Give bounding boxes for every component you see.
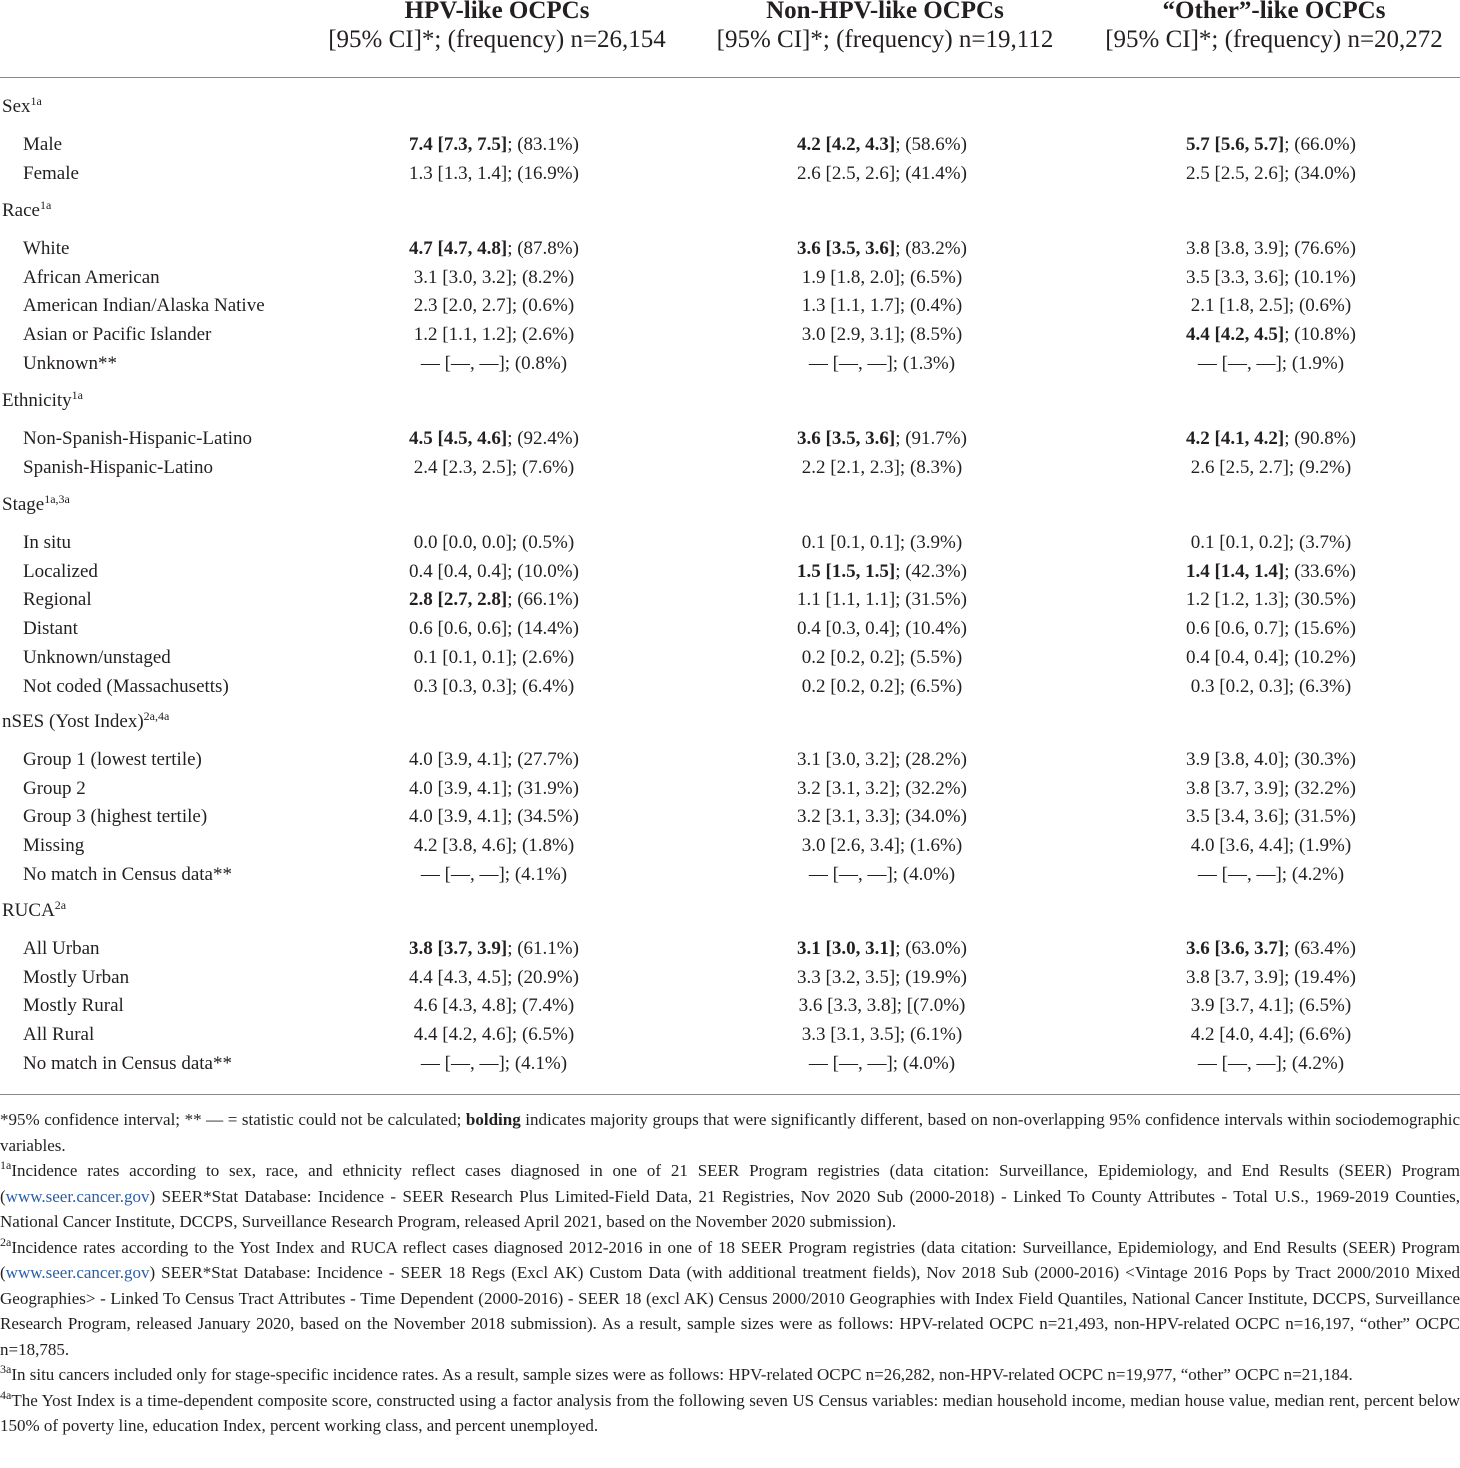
cell-value: 0.1 [0.1, 0.1]; (3.9%)	[801, 532, 963, 553]
table-cell	[1076, 531, 1460, 555]
footnote-text: indicates majority groups that were significantly different, based on non-overlapping 95% confidence intervals within sociodemographic variables.	[0, 1110, 1460, 1155]
cell-value: 3.5 [3.3, 3.6]; (10.1%)	[1186, 266, 1356, 288]
cell-bold-value: 4.2 [4.2, 4.3]	[797, 134, 896, 155]
table-cell	[299, 834, 689, 858]
cell-value: — [—, —]; (1.3%)	[808, 352, 956, 374]
row-label: Distant	[23, 618, 78, 640]
cell-value: 3.1 [3.0, 3.2]; (28.2%)	[797, 749, 967, 770]
table-cell	[687, 323, 1077, 347]
section-label-text: Race	[2, 200, 40, 221]
cell-bold-value: 2.8 [2.7, 2.8]	[409, 589, 508, 611]
cell-value: 2.5 [2.5, 2.6]; (34.0%)	[1186, 162, 1356, 184]
table-cell	[687, 237, 1077, 261]
cell-value: 0.4 [0.4, 0.4]; (10.0%)	[409, 560, 579, 582]
table-cell	[299, 1052, 689, 1076]
cell-value: ; (91.7%)	[895, 428, 967, 449]
table-cell	[687, 531, 1077, 555]
column-subtitle: [95% CI]*; (frequency) n=26,154	[328, 26, 666, 53]
cell-bold-value: 3.6 [3.6, 3.7]	[1186, 938, 1285, 959]
table-cell	[1076, 646, 1460, 670]
footnote-text: ) SEER*Stat Database: Incidence - SEER Research Plus Limited-Field Data, 21 Registries, Nov 2020 Sub (2000-2018) - Linked To County Attributes - Total U.S., 1969-2019 Counties, National Cancer Institute, DCCPS, Surveillance Research Program, released April 2021, based on the November 2020 submission).	[0, 1186, 1460, 1231]
cell-value: ; (92.4%)	[507, 428, 579, 449]
table-cell	[1076, 1023, 1460, 1047]
table-cell	[687, 617, 1077, 641]
table-cell	[299, 323, 689, 347]
table-cell	[1076, 266, 1460, 290]
table-cell	[687, 294, 1077, 318]
table-cell	[299, 777, 689, 801]
table-cell	[687, 966, 1077, 990]
table-cell	[687, 588, 1077, 612]
cell-value: 4.2 [3.8, 4.6]; (1.8%)	[413, 835, 575, 857]
table-cell	[1076, 937, 1460, 961]
row-label: Group 1 (lowest tertile)	[23, 749, 202, 770]
table-header	[0, 0, 1460, 76]
cell-bold-value: 4.5 [4.5, 4.6]	[409, 428, 508, 449]
cell-value: 0.6 [0.6, 0.6]; (14.4%)	[409, 618, 579, 640]
table-cell	[687, 266, 1077, 290]
cell-value: ; (83.1%)	[507, 134, 579, 155]
cell-value: 0.4 [0.4, 0.4]; (10.2%)	[1186, 646, 1356, 668]
cell-value: — [—, —]; (4.2%)	[1197, 863, 1345, 885]
footnote-general	[0, 1107, 1460, 1158]
section-label	[2, 389, 83, 413]
table-cell	[1076, 427, 1460, 451]
section-label-text: Sex	[2, 96, 31, 117]
table-cell	[1076, 162, 1460, 186]
cell-value: 3.6 [3.3, 3.8]; [(7.0%)	[798, 995, 966, 1017]
seer-link[interactable]: www.seer.cancer.gov	[5, 1263, 150, 1282]
section-label-text: RUCA	[2, 900, 55, 921]
row-label: Spanish-Hispanic-Latino	[23, 456, 213, 478]
table-cell	[299, 937, 689, 961]
cell-bold-value: 4.7 [4.7, 4.8]	[409, 238, 508, 259]
table-cell	[299, 863, 689, 887]
cell-value: 3.0 [2.6, 3.4]; (1.6%)	[801, 835, 963, 857]
cell-bold-value: 7.4 [7.3, 7.5]	[409, 134, 508, 155]
cell-value: 2.2 [2.1, 2.3]; (8.3%)	[801, 456, 963, 478]
column-header-non-hpv	[697, 0, 1073, 54]
cell-value: 3.9 [3.7, 4.1]; (6.5%)	[1190, 995, 1352, 1017]
cell-value: ; (83.2%)	[895, 238, 967, 259]
table-cell	[1076, 323, 1460, 347]
cell-value: 4.0 [3.9, 4.1]; (31.9%)	[409, 777, 579, 799]
row-label: Not coded (Massachusetts)	[23, 675, 229, 697]
table-cell	[1076, 777, 1460, 801]
table-cell	[687, 1052, 1077, 1076]
section-label-text: Ethnicity	[2, 390, 72, 411]
cell-value: 1.1 [1.1, 1.1]; (31.5%)	[797, 589, 967, 611]
cell-value: 3.1 [3.0, 3.2]; (8.2%)	[413, 266, 575, 288]
row-label: White	[23, 238, 70, 259]
cell-value: 1.3 [1.1, 1.7]; (0.4%)	[801, 295, 963, 317]
table-cell	[1076, 675, 1460, 699]
column-title: Non-HPV-like OCPCs	[766, 0, 1004, 24]
cell-value: — [—, —]; (0.8%)	[420, 352, 568, 374]
table-cell	[1076, 863, 1460, 887]
table-cell	[299, 266, 689, 290]
table-cell	[687, 456, 1077, 480]
header-divider	[0, 77, 1460, 78]
cell-bold-value: 4.4 [4.2, 4.5]	[1186, 324, 1285, 346]
cell-value: 4.4 [4.3, 4.5]; (20.9%)	[409, 966, 579, 988]
table-cell	[1076, 617, 1460, 641]
cell-value: ; (58.6%)	[895, 134, 967, 155]
footnote-marker: 2a	[0, 1234, 12, 1249]
row-label: Unknown**	[23, 352, 117, 374]
cell-bold-value: 4.2 [4.1, 4.2]	[1186, 428, 1285, 449]
cell-value: — [—, —]; (4.1%)	[420, 1052, 568, 1074]
footnote-text: Incidence rates according to the Yost Index and RUCA reflect cases diagnosed 2012-2016 in one of 18 SEER Program registries (data citation: Surveillance, Epidemiology, and End Results (SEER) Program (	[0, 1237, 1460, 1282]
row-label: Unknown/unstaged	[23, 646, 171, 668]
column-subtitle: [95% CI]*; (frequency) n=20,272	[1105, 26, 1443, 53]
cell-value: ; (66.0%)	[1284, 134, 1356, 155]
cell-value: 4.4 [4.2, 4.6]; (6.5%)	[413, 1024, 575, 1046]
table-cell	[1076, 352, 1460, 376]
cell-value: ; (10.8%)	[1284, 324, 1356, 346]
cell-value: 2.6 [2.5, 2.6]; (41.4%)	[797, 162, 967, 184]
cell-value: 0.1 [0.1, 0.2]; (3.7%)	[1190, 532, 1352, 553]
cell-value: 3.3 [3.1, 3.5]; (6.1%)	[801, 1024, 963, 1046]
section-label-superscript: 1a	[30, 94, 42, 108]
table-cell	[687, 748, 1077, 772]
cell-bold-value: 5.7 [5.6, 5.7]	[1186, 134, 1285, 155]
cell-value: — [—, —]; (1.9%)	[1197, 352, 1345, 374]
table-cell	[1076, 966, 1460, 990]
table-cell	[299, 805, 689, 829]
table-cell	[687, 834, 1077, 858]
cell-value: 0.2 [0.2, 0.2]; (5.5%)	[801, 646, 963, 668]
table-cell	[687, 777, 1077, 801]
footnote-4a	[0, 1388, 1460, 1439]
cell-value: 3.2 [3.1, 3.3]; (34.0%)	[797, 806, 967, 828]
table-cell	[299, 560, 689, 584]
row-label: Female	[23, 162, 79, 184]
column-header-hpv	[309, 0, 685, 54]
row-label: Group 2	[23, 777, 86, 799]
table-cell	[299, 1023, 689, 1047]
section-label	[2, 493, 70, 517]
cell-value: 2.4 [2.3, 2.5]; (7.6%)	[413, 456, 575, 478]
cell-value: 4.0 [3.9, 4.1]; (34.5%)	[409, 806, 579, 828]
table-cell	[299, 352, 689, 376]
cell-value: ; (63.4%)	[1284, 938, 1356, 959]
row-label: Male	[23, 134, 63, 155]
cell-value: 2.3 [2.0, 2.7]; (0.6%)	[413, 295, 575, 317]
table-cell	[687, 560, 1077, 584]
cell-value: 4.2 [4.0, 4.4]; (6.6%)	[1190, 1024, 1352, 1046]
section-label	[2, 199, 51, 223]
table-cell	[299, 237, 689, 261]
section-label	[2, 899, 66, 923]
cell-value: ; (66.1%)	[507, 589, 579, 611]
table-cell	[299, 994, 689, 1018]
table-cell	[687, 427, 1077, 451]
cell-value: 4.6 [4.3, 4.8]; (7.4%)	[413, 995, 575, 1017]
cell-value: — [—, —]; (4.0%)	[808, 1052, 956, 1074]
cell-value: 1.3 [1.3, 1.4]; (16.9%)	[409, 162, 579, 184]
footnote-3a	[0, 1362, 1460, 1388]
cell-value: 1.9 [1.8, 2.0]; (6.5%)	[801, 266, 963, 288]
table-cell	[299, 588, 689, 612]
cell-value: — [—, —]; (4.1%)	[420, 863, 568, 885]
table-cell	[1076, 294, 1460, 318]
table-cell	[299, 294, 689, 318]
row-label: In situ	[23, 532, 72, 553]
footnote-text: *95% confidence interval; ** — = statistic could not be calculated;	[0, 1110, 466, 1129]
cell-value: 3.3 [3.2, 3.5]; (19.9%)	[797, 966, 967, 988]
row-label: Mostly Urban	[23, 966, 130, 988]
row-label: All Urban	[23, 938, 100, 959]
row-label: All Rural	[23, 1024, 95, 1046]
footnote-marker: 3a	[0, 1362, 12, 1376]
cell-value: 0.2 [0.2, 0.2]; (6.5%)	[801, 675, 963, 697]
cell-value: 0.3 [0.2, 0.3]; (6.3%)	[1190, 675, 1352, 697]
cell-value: 4.0 [3.6, 4.4]; (1.9%)	[1190, 835, 1352, 857]
cell-value: 3.2 [3.1, 3.2]; (32.2%)	[797, 777, 967, 799]
table-cell	[1076, 237, 1460, 261]
section-label-superscript: 1a	[39, 198, 52, 212]
footnotes	[0, 1107, 1460, 1439]
table-cell	[299, 675, 689, 699]
footnote-text: Incidence rates according to sex, race, and ethnicity reflect cases diagnosed in one of 21 SEER Program registries (data citation: Surveillance, Epidemiology, and End Results (SEER) Program (	[0, 1161, 1460, 1206]
row-label: No match in Census data**	[23, 863, 232, 885]
cell-value: ; (33.6%)	[1284, 560, 1356, 582]
cell-bold-value: 1.5 [1.5, 1.5]	[797, 560, 896, 582]
footnote-bold-word: bolding	[465, 1110, 521, 1129]
footnote-text: ) SEER*Stat Database: Incidence - SEER 18 Regs (Excl AK) Custom Data (with additional treatment fields), Nov 2018 Sub (2000-2016) <Vintage 2016 Pops by Tract 2000/2010 Mixed Geographies> - Linked To Census Tract Attributes - Time Dependent (2000-2016) - SEER 18 (excl AK) Census 2000/2010 Geographies with Index Field Quantiles, National Cancer Institute, DCCPS, Surveillance Research Program, released January 2020, based on the November 2018 submission). As a result, sample sizes were as follows: HPV-related OCPC n=21,493, non-HPV-related OCPC n=16,197, “other” OCPC n=18,785.	[0, 1263, 1460, 1359]
column-title: “Other”-like OCPCs	[1162, 0, 1386, 24]
table-cell	[1076, 133, 1460, 157]
table-cell	[299, 456, 689, 480]
table-cell	[687, 352, 1077, 376]
footnote-marker: 1a	[0, 1158, 12, 1172]
row-label: Missing	[23, 835, 85, 857]
row-label: American Indian/Alaska Native	[23, 295, 265, 317]
section-label-superscript: 2a	[54, 898, 67, 912]
row-label: Non-Spanish-Hispanic-Latino	[23, 428, 253, 449]
cell-value: ; (42.3%)	[895, 560, 967, 582]
table-cell	[687, 646, 1077, 670]
cell-value: — [—, —]; (4.2%)	[1197, 1052, 1345, 1074]
table-cell	[299, 748, 689, 772]
footnote-text: In situ cancers included only for stage-specific incidence rates. As a result, sample sizes were as follows: HPV-related OCPC n=26,282, non-HPV-related OCPC n=19,977, “other” OCPC n=21,184.	[11, 1365, 1353, 1384]
row-label: Group 3 (highest tertile)	[23, 806, 208, 828]
column-subtitle: [95% CI]*; (frequency) n=19,112	[716, 26, 1054, 53]
table-cell	[687, 863, 1077, 887]
table-cell	[1076, 588, 1460, 612]
table-cell	[299, 531, 689, 555]
table-cell	[687, 133, 1077, 157]
footnote-1a	[0, 1158, 1460, 1235]
column-header-other	[1086, 0, 1460, 54]
section-label	[2, 710, 169, 734]
row-label: Regional	[23, 589, 92, 611]
table-cell	[1076, 1052, 1460, 1076]
row-label: Asian or Pacific Islander	[23, 324, 212, 346]
table-bottom-divider	[0, 1094, 1460, 1095]
cell-bold-value: 3.1 [3.0, 3.1]	[797, 938, 896, 959]
footnote-2a	[0, 1235, 1460, 1363]
cell-value: ; (61.1%)	[507, 938, 579, 959]
row-label: African American	[23, 266, 160, 288]
table-cell	[1076, 748, 1460, 772]
section-label	[2, 95, 42, 119]
cell-value: — [—, —]; (4.0%)	[808, 863, 956, 885]
cell-value: 3.8 [3.8, 3.9]; (76.6%)	[1186, 238, 1356, 259]
cell-bold-value: 3.6 [3.5, 3.6]	[797, 428, 896, 449]
cell-value: 0.3 [0.3, 0.3]; (6.4%)	[413, 675, 575, 697]
table-cell	[299, 427, 689, 451]
table-cell	[299, 966, 689, 990]
section-label-superscript: 1a,3a	[44, 492, 70, 506]
footnote-marker: 4a	[0, 1387, 12, 1402]
table-cell	[299, 646, 689, 670]
table-cell	[687, 1023, 1077, 1047]
table-cell	[687, 805, 1077, 829]
section-label-text: nSES (Yost Index)	[2, 711, 144, 732]
table-cell	[687, 937, 1077, 961]
table-cell	[687, 675, 1077, 699]
cell-value: 3.5 [3.4, 3.6]; (31.5%)	[1186, 806, 1356, 828]
seer-link[interactable]: www.seer.cancer.gov	[5, 1186, 150, 1206]
table-cell	[299, 617, 689, 641]
table-cell	[1076, 834, 1460, 858]
table-cell	[687, 162, 1077, 186]
table-cell	[1076, 805, 1460, 829]
cell-value: 1.2 [1.1, 1.2]; (2.6%)	[413, 324, 575, 346]
section-label-superscript: 1a	[71, 388, 83, 402]
row-label: Mostly Rural	[23, 995, 124, 1017]
cell-value: 3.0 [2.9, 3.1]; (8.5%)	[801, 324, 963, 346]
cell-value: 2.1 [1.8, 2.5]; (0.6%)	[1190, 295, 1352, 317]
section-label-superscript: 2a,4a	[143, 709, 170, 723]
table-cell	[1076, 560, 1460, 584]
cell-value: ; (63.0%)	[895, 938, 967, 959]
cell-bold-value: 3.8 [3.7, 3.9]	[409, 938, 508, 959]
cell-value: 1.2 [1.2, 1.3]; (30.5%)	[1186, 589, 1356, 611]
cell-value: 4.0 [3.9, 4.1]; (27.7%)	[409, 749, 579, 770]
table-cell	[687, 994, 1077, 1018]
cell-bold-value: 3.6 [3.5, 3.6]	[797, 238, 896, 259]
cell-value: 0.0 [0.0, 0.0]; (0.5%)	[413, 532, 575, 553]
cell-value: 3.9 [3.8, 4.0]; (30.3%)	[1186, 749, 1356, 770]
cell-value: ; (90.8%)	[1284, 428, 1356, 449]
cell-value: 0.4 [0.3, 0.4]; (10.4%)	[797, 618, 967, 640]
table-cell	[1076, 994, 1460, 1018]
cell-value: ; (87.8%)	[507, 238, 579, 259]
cell-value: 3.8 [3.7, 3.9]; (19.4%)	[1186, 966, 1356, 988]
cell-value: 0.1 [0.1, 0.1]; (2.6%)	[413, 646, 575, 668]
section-label-text: Stage	[2, 494, 45, 515]
row-label: No match in Census data**	[23, 1052, 232, 1074]
footnote-text: The Yost Index is a time-dependent composite score, constructed using a factor analysis from the following seven US Census variables: median household income, median house value, median rent, percent below 150% of poverty line, education Index, percent working class, and percent unemployed.	[0, 1390, 1460, 1435]
cell-value: 3.8 [3.7, 3.9]; (32.2%)	[1186, 777, 1356, 799]
cell-bold-value: 1.4 [1.4, 1.4]	[1186, 560, 1285, 582]
table-cell	[299, 133, 689, 157]
table-cell	[299, 162, 689, 186]
cell-value: 0.6 [0.6, 0.7]; (15.6%)	[1186, 618, 1356, 640]
table-cell	[1076, 456, 1460, 480]
cell-value: 2.6 [2.5, 2.7]; (9.2%)	[1190, 456, 1352, 478]
column-title: HPV-like OCPCs	[404, 0, 590, 24]
row-label: Localized	[23, 560, 98, 582]
